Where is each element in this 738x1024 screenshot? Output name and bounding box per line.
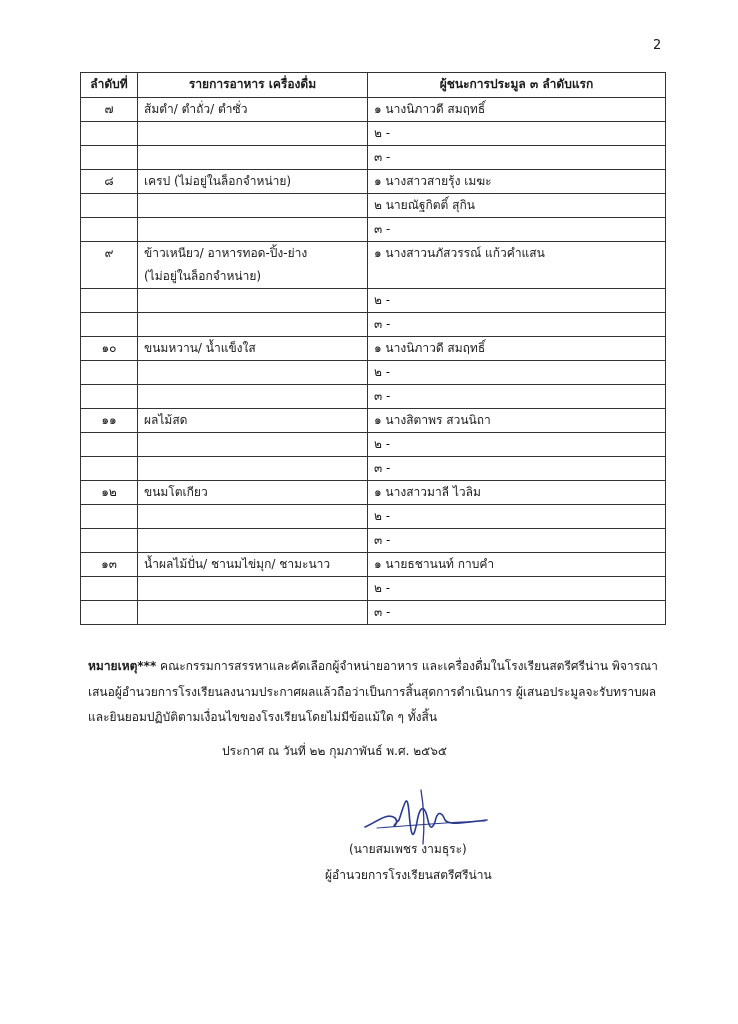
cell-winner: ๑ นางนิภาวดี สมฤทธิ์ <box>368 337 666 361</box>
cell-item <box>138 385 368 409</box>
table-row <box>81 170 666 194</box>
note-text: คณะกรรมการสรรหาและคัดเลือกผู้จำหน่ายอาหาร และเครื่องดื่มในโรงเรียนสตรีศรีน่าน พิจารณาเสนอผู้อำนวยการโรงเรียนลงนามประกาศผลแล้วถือว่าเป็นการสิ้นสุดการดำเนินการ ผู้เสนอประมูลจะรับทราบผลและยินยอมปฏิบัติตามเงื่อนไขของโรงเรียนโดยไม่มีข้อแม้ใด ๆ ทั้งสิ้น <box>88 659 658 724</box>
table-row <box>81 122 666 146</box>
table-row <box>81 601 666 625</box>
table-row <box>81 289 666 313</box>
cell-winner: ๑ นางนิภาวดี สมฤทธิ์ <box>368 98 666 122</box>
cell-order <box>81 457 138 481</box>
table-row <box>81 529 666 553</box>
table-row <box>81 385 666 409</box>
table-header-row <box>81 73 666 98</box>
cell-item <box>138 433 368 457</box>
signer-name: (นายสมเพชร งามธุระ) <box>349 842 467 856</box>
table-body <box>81 98 666 625</box>
cell-item <box>138 218 368 242</box>
cell-item: ผลไม้สด <box>138 409 368 433</box>
cell-order: ๑๒ <box>81 481 138 505</box>
table-row <box>81 194 666 218</box>
header-item: รายการอาหาร เครื่องดื่ม <box>138 73 368 98</box>
cell-order: ๑๑ <box>81 409 138 433</box>
results-table <box>80 72 666 625</box>
cell-order <box>81 289 138 313</box>
cell-winner: ๒ - <box>368 361 666 385</box>
cell-order <box>81 122 138 146</box>
table-row <box>81 481 666 505</box>
table-row <box>81 337 666 361</box>
page-number: 2 <box>653 38 662 53</box>
cell-item: ขนมโตเกียว <box>138 481 368 505</box>
table-row <box>81 409 666 433</box>
cell-order <box>81 601 138 625</box>
cell-item <box>138 601 368 625</box>
table-row <box>81 146 666 170</box>
cell-item: เครป (ไม่อยู่ในล็อกจำหน่าย) <box>138 170 368 194</box>
cell-winner: ๑ นางสิตาพร สวนนิถา <box>368 409 666 433</box>
cell-item <box>138 194 368 218</box>
cell-winner: ๓ - <box>368 457 666 481</box>
announcement-date: ประกาศ ณ วันที่ ๒๒ กุมภาพันธ์ พ.ศ. ๒๕๖๕ <box>222 744 447 758</box>
cell-order <box>81 505 138 529</box>
cell-winner: ๓ - <box>368 313 666 337</box>
cell-winner: ๑ นางสาวมาลี ไวลิม <box>368 481 666 505</box>
cell-order <box>81 529 138 553</box>
cell-item <box>138 529 368 553</box>
cell-item: น้ำผลไม้ปั่น/ ชานมไข่มุก/ ชามะนาว <box>138 553 368 577</box>
table-row <box>81 553 666 577</box>
cell-item <box>138 457 368 481</box>
cell-order: ๑๓ <box>81 553 138 577</box>
note-label: หมายเหตุ*** <box>88 659 157 673</box>
cell-order <box>81 218 138 242</box>
cell-order <box>81 313 138 337</box>
cell-winner: ๑ นายธชานนท์ กาบคำ <box>368 553 666 577</box>
table-row <box>81 218 666 242</box>
cell-winner: ๒ - <box>368 433 666 457</box>
cell-item <box>138 122 368 146</box>
table-row <box>81 361 666 385</box>
cell-order <box>81 146 138 170</box>
cell-order: ๑๐ <box>81 337 138 361</box>
cell-order <box>81 361 138 385</box>
cell-order <box>81 577 138 601</box>
table-row <box>81 457 666 481</box>
header-winner: ผู้ชนะการประมูล ๓ ลำดับแรก <box>368 73 666 98</box>
cell-item: ข้าวเหนียว/ อาหารทอด-ปิ้ง-ย่าง (ไม่อยู่ในล็อกจำหน่าย) <box>138 242 368 289</box>
cell-winner: ๑ นางสาวสายรุ้ง เมฆะ <box>368 170 666 194</box>
table-row <box>81 433 666 457</box>
cell-winner: ๓ - <box>368 146 666 170</box>
signer-title: ผู้อำนวยการโรงเรียนสตรีศรีน่าน <box>325 868 492 882</box>
cell-winner: ๑ นางสาวนภัสวรรณ์ แก้วคำแสน <box>368 242 666 289</box>
cell-order <box>81 385 138 409</box>
cell-item <box>138 505 368 529</box>
cell-order <box>81 194 138 218</box>
cell-item <box>138 146 368 170</box>
cell-item <box>138 313 368 337</box>
cell-item: ขนมหวาน/ น้ำแข็งใส <box>138 337 368 361</box>
cell-winner: ๒ - <box>368 122 666 146</box>
table-row <box>81 505 666 529</box>
header-order: ลำดับที่ <box>81 73 138 98</box>
note-paragraph <box>88 654 673 731</box>
cell-item <box>138 289 368 313</box>
cell-winner: ๓ - <box>368 529 666 553</box>
cell-winner: ๒ นายณัฐกิตติ์ สุกิน <box>368 194 666 218</box>
cell-winner: ๓ - <box>368 385 666 409</box>
cell-item <box>138 361 368 385</box>
cell-order <box>81 433 138 457</box>
cell-order: ๘ <box>81 170 138 194</box>
table-row <box>81 313 666 337</box>
cell-order: ๗ <box>81 98 138 122</box>
cell-winner: ๓ - <box>368 218 666 242</box>
cell-winner: ๒ - <box>368 505 666 529</box>
table-row <box>81 98 666 122</box>
cell-winner: ๒ - <box>368 577 666 601</box>
cell-order: ๙ <box>81 242 138 289</box>
cell-winner: ๓ - <box>368 601 666 625</box>
cell-item <box>138 577 368 601</box>
cell-winner: ๒ - <box>368 289 666 313</box>
table-row <box>81 242 666 289</box>
table-row <box>81 577 666 601</box>
cell-item: ส้มตำ/ ตำถั่ว/ ตำซั่ว <box>138 98 368 122</box>
